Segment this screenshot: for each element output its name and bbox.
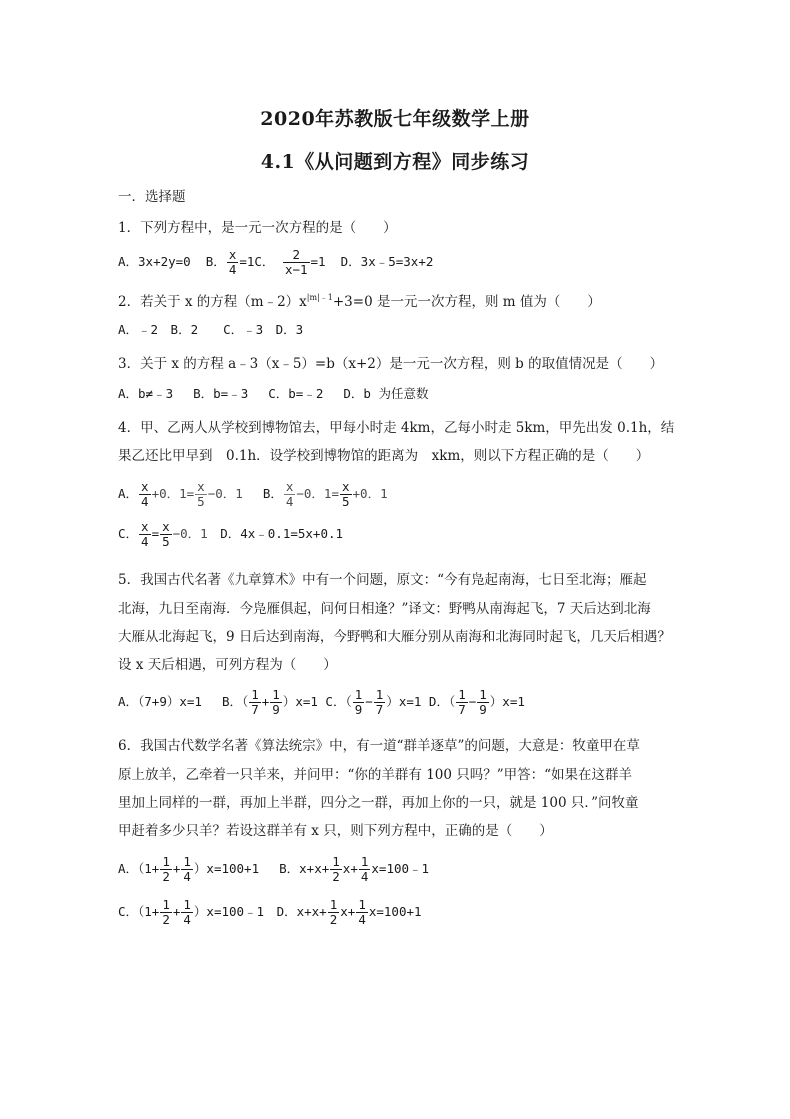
page-subtitle: 4.1《从问题到方程》同步练习	[260, 151, 530, 173]
q4-options-cd: C． $\frac{x}{4}$ = $\frac{x}{5}$ −0．1 D．4x﹣0.1=5x+0.1	[118, 519, 344, 549]
q4-fraction-x4: $\frac{x}{4}$	[141, 479, 149, 509]
q6-fraction-1-4-b: $\frac{1}{4}$	[360, 854, 369, 884]
q4-line1: 4．甲、乙两人从学校到博物馆去，甲每小时走 4km，乙每小时走 5km，甲先出发 0.1h，结	[118, 420, 675, 436]
q4-options-ab: A． $\frac{x}{4}$ +0．1= $\frac{x}{5}$ −0．1 B． $\frac{x}{4}$ −0．1= $\frac{x}{5}$ +0．1	[118, 479, 388, 509]
q6-fraction-1-2-b: $\frac{1}{2}$	[332, 854, 340, 884]
q5-fraction-1-9-d: $\frac{1}{9}$	[479, 687, 487, 717]
q6-options-cd: C．（1+ $\frac{1}{2}$ + $\frac{1}{4}$ ）x=100﹣1 D．x+x+ $\frac{1}{2}$ x+ $\frac{1}{4}$ x=100+1	[118, 897, 422, 927]
q1-stem: 1．下列方程中，是一元一次方程的是（ ）	[118, 220, 397, 236]
page-title: 2020年苏教版七年级数学上册	[260, 108, 530, 130]
q4-fraction-x4-b: $\frac{x}{4}$	[285, 479, 294, 509]
q1-option-b-rest: =1C．	[239, 254, 275, 269]
q2-stem: 2．若关于 x 的方程$(m﹣2)x^{|m|﹣1}+3=0$ 是一元一次方程，则 m 值为（ ）	[118, 293, 601, 310]
q6-line2: 原上放羊，乙牵着一只羊来，并问甲：“你的羊群有 100 只吗？”甲答：“如果在这群羊	[118, 767, 633, 783]
q6-fraction-1-4: $\frac{1}{4}$	[183, 854, 191, 884]
q4-fraction-x5-c: $\frac{x}{5}$	[162, 519, 170, 549]
q3-options: A．b≠﹣3 B．b=﹣3 C．b=﹣2 D．b 为任意数	[118, 386, 429, 401]
q1-options	[118, 248, 678, 277]
q6-options-ab: A．（1+ $\frac{1}{2}$ + $\frac{1}{4}$ ）x=100+1 B．x+x+ $\frac{1}{2}$ x+ $\frac{1}{4}$ x=100﹣1	[118, 854, 430, 884]
q1-option-b-label: B．	[205, 254, 226, 269]
q2-exponent: |m|﹣1	[306, 293, 333, 302]
q2-options: A．﹣2 B．2 C．﹣3 D．3	[118, 322, 304, 337]
q6-fraction-1-2-c: $\frac{1}{2}$	[162, 897, 170, 927]
q5-fraction-1-9-c: $\frac{1}{9}$	[354, 687, 363, 717]
q1-option-a: A．3x+2y=0	[118, 254, 191, 269]
q5-line2: 北海，九日至南海．今凫雁俱起，问何日相逢？”译文：野鸭从南海起飞，7 天后达到北海	[118, 601, 651, 617]
q5-fraction-1-7-d: $\frac{1}{7}$	[458, 687, 466, 717]
q5-fraction-1-7: $\frac{1}{7}$	[251, 687, 259, 717]
q4-option-d: D．4x﹣0.1=5x+0.1	[207, 526, 344, 541]
q4-fraction-x4-c: $\frac{x}{4}$	[141, 519, 149, 549]
q6-fraction-1-4-c: $\frac{1}{4}$	[183, 897, 191, 927]
q1-fraction-b: $\frac{x}{4}$	[228, 247, 237, 277]
q5-line3: 大雁从北海起飞，9 日后达到南海，今野鸭和大雁分别从南海和北海同时起飞，几天后相遇？	[118, 629, 671, 645]
q4-fraction-x5: $\frac{x}{5}$	[197, 479, 205, 509]
section-heading: 一．选择题	[118, 189, 186, 205]
q3-stem: 3．关于 x 的方程 a﹣3（x﹣5）=b（x+2）是一元一次方程，则 b 的取值情况是（ ）	[118, 356, 664, 372]
q1-fraction-c: $\frac{2}{x-1}$	[284, 247, 308, 277]
q1-option-d: D．3x﹣5=3x+2	[340, 254, 434, 269]
q5-line1: 5．我国古代名著《九章算术》中有一个问题，原文：“今有凫起南海，七日至北海；雁起	[118, 572, 647, 588]
q4-fraction-x5-b: $\frac{x}{5}$	[341, 479, 350, 509]
q4-line2: 果乙还比甲早到 0.1h．设学校到博物馆的距离为 xkm，则以下方程正确的是（ ）	[118, 448, 650, 464]
q6-line3: 里加上同样的一群，再加上半群，四分之一群，再加上你的一只，就是 100 只．”问牧童	[118, 795, 639, 811]
q6-line4: 甲赶着多少只羊？若设这群羊有 x 只，则下列方程中，正确的是（ ）	[118, 823, 553, 839]
q6-line1: 6．我国古代数学名著《算法统宗》中，有一道“群羊逐草”的问题，大意是：牧童甲在草	[118, 738, 640, 754]
q5-fraction-1-7-c: $\frac{1}{7}$	[375, 687, 384, 717]
q5-line4: 设 x 天后相遇，可列方程为（ ）	[118, 657, 337, 673]
q6-fraction-1-2-d: $\frac{1}{2}$	[329, 897, 338, 927]
q5-options: A．（7+9）x=1 B．（ $\frac{1}{7}$ + $\frac{1}{9}$ ）x=1 C．（ $\frac{1}{9}$ − $\frac{1}{7}$ ）x=1 D．（ $\frac{1}{7}$ − $\frac{1}{9}$ ）x=1	[118, 687, 525, 717]
q5-fraction-1-9: $\frac{1}{9}$	[272, 687, 280, 717]
q6-fraction-1-4-d: $\frac{1}{4}$	[358, 897, 366, 927]
q1-option-c-rest: =1	[310, 254, 326, 269]
q6-fraction-1-2: $\frac{1}{2}$	[162, 854, 170, 884]
